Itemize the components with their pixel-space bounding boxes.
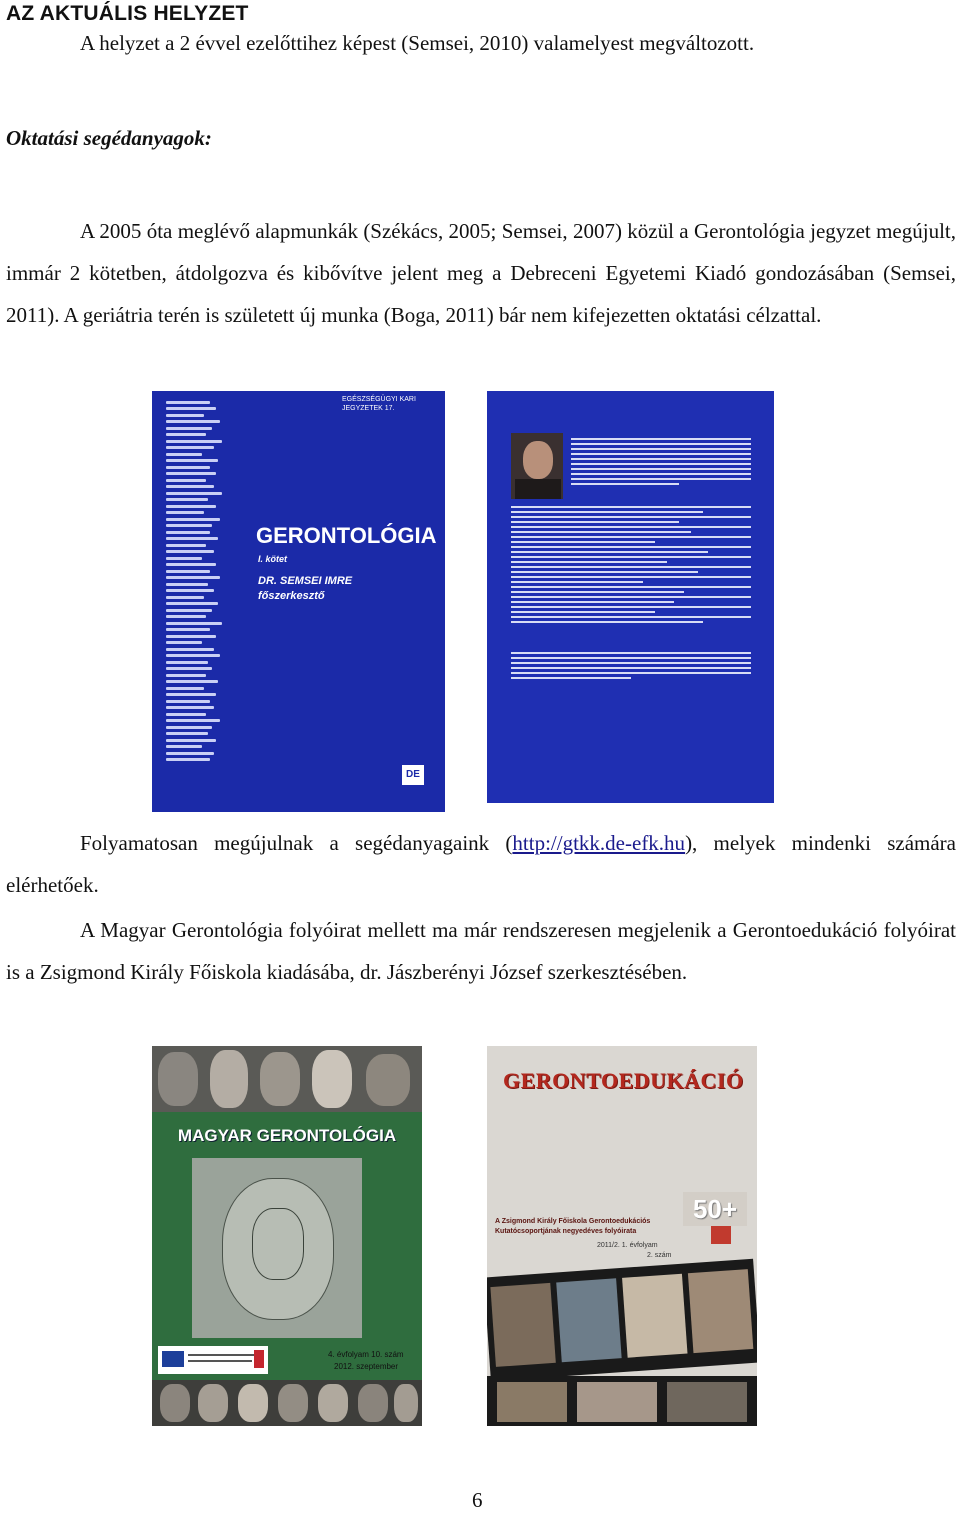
paragraph-1: A 2005 óta meglévő alapmunkák (Székács, 2005; Semsei, 2007) közül a Gerontológia jegyzet megújult, immár 2 kötetben, átdolgozva és kibővítve jelent meg a Debreceni Egyetemi Kiadó gondozásában (Semsei, 2011). A geriátria terén is született új munka (Boga, 2011) bár nem kifejezetten oktatási célzattal. (6, 219, 956, 327)
gtkk-link[interactable]: http://gtkk.de-efk.hu (512, 831, 686, 855)
cover-editor: DR. SEMSEI IMRE (258, 575, 353, 587)
sketch-illustration (192, 1158, 362, 1338)
eu-logo-box (158, 1346, 268, 1374)
page-number: 6 (472, 1488, 483, 1512)
gerontologia-back-cover (487, 391, 774, 803)
issue-label: 4. évfolyam 10. szám (328, 1350, 404, 1359)
gerontologia-front-cover (152, 391, 445, 812)
date-label: 2012. szeptember (334, 1362, 399, 1371)
cover-title: MAGYAR GERONTOLÓGIA (177, 1126, 397, 1145)
number-label: 2. szám (647, 1252, 672, 1259)
cover-title: GERONTOEDUKÁCIÓ (503, 1068, 744, 1093)
bio-text-middle (511, 503, 751, 626)
bio-text-top (571, 435, 751, 488)
publisher-logo: DE (402, 765, 424, 785)
photo-strip-top (152, 1046, 422, 1112)
fifty-plus-badge: 50+ (683, 1192, 747, 1226)
paragraph-3: A Magyar Gerontológia folyóirat mellett ma már rendszeresen megjelenik a Gerontoedukáció folyóirat is a Zsigmond Király Főiskola kiadásába, dr. Jászberényi József szerkesztésében. (6, 918, 956, 984)
paragraph-2: Folyamatosan megújulnak a segédanyagaink (http://gtkk.de-efk.hu), melyek mindenki számára elérhetőek. (6, 831, 956, 897)
magyar-gerontologia-cover (152, 1046, 422, 1426)
subtitle-line-2: Kutatócsoportjának negyedéves folyóirata (495, 1228, 637, 1235)
bio-text-bottom (511, 649, 751, 682)
cover-volume: I. kötet (258, 554, 288, 564)
intro-paragraph: A helyzet a 2 évvel ezelőttihez képest (Semsei, 2010) valamelyest megváltozott. (80, 31, 755, 55)
film-strip-top (487, 1259, 757, 1382)
subtitle-line-1: A Zsigmond Király Főiskola Gerontoedukációs (495, 1218, 651, 1225)
gerontoedukacio-cover (487, 1046, 757, 1426)
cover-title: GERONTOLÓGIA (256, 523, 437, 548)
subsection-heading: Oktatási segédanyagok: (6, 126, 212, 150)
series-label: EGÉSZSÉGÜGYI KARI JEGYZETEK 17. (342, 396, 416, 412)
issue-label: 2011/2. 1. évfolyam (597, 1242, 658, 1249)
cover-editor-role: főszerkesztő (258, 590, 325, 602)
section-heading: AZ AKTUÁLIS HELYZET (6, 2, 249, 25)
author-list (166, 397, 224, 765)
photo-strip-bottom (152, 1380, 422, 1426)
college-logo (711, 1226, 731, 1244)
author-photo (511, 433, 563, 499)
film-strip-bottom (487, 1376, 757, 1426)
